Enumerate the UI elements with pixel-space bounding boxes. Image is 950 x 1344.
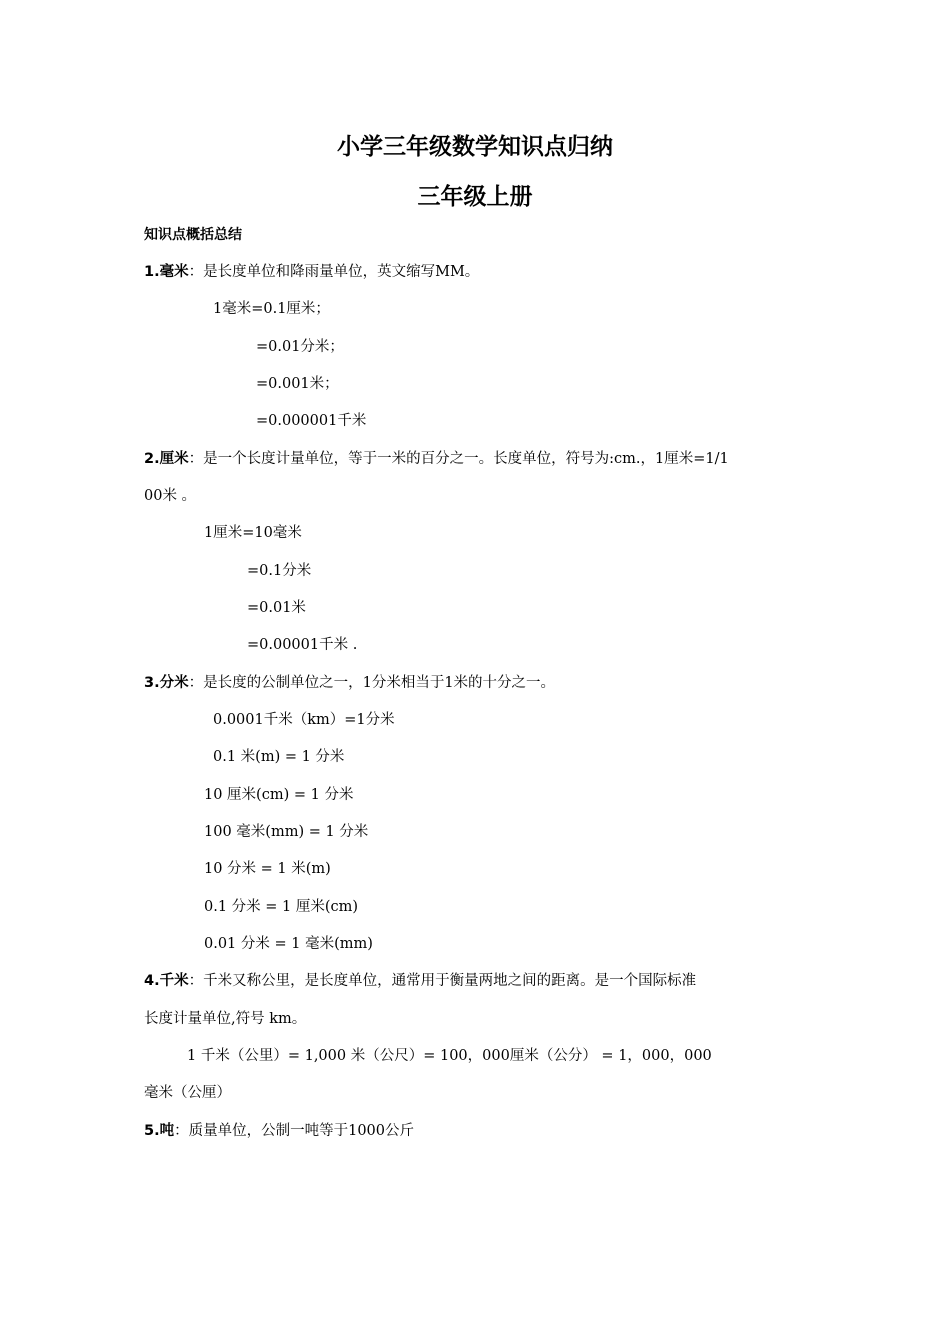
item-definition: ：是一个长度计量单位，等于一米的百分之一。长度单位，符号为:cm.，1厘米=1/1 bbox=[188, 451, 729, 467]
conversion-line: 0.0001千米（km）=1分米 bbox=[213, 712, 395, 728]
item-3-line bbox=[144, 674, 555, 692]
conversion-line: 1 千米（公里）= 1,000 米（公尺）= 100，000厘米（公分） = 1，000，000 bbox=[187, 1048, 712, 1064]
item-4-line bbox=[144, 972, 696, 990]
item-term: 毫米 bbox=[159, 264, 189, 280]
conversion-line: =0.001米； bbox=[256, 376, 339, 392]
conversion-line: 10 厘米(cm) = 1 分米 bbox=[204, 787, 354, 803]
item-number: 4. bbox=[144, 973, 160, 989]
item-1-line bbox=[144, 263, 479, 281]
item-definition: ：是长度的公制单位之一，1分米相当于1米的十分之一。 bbox=[188, 675, 556, 691]
conversion-line: 1厘米=10毫米 bbox=[204, 525, 302, 541]
item-term: 千米 bbox=[159, 973, 189, 989]
page-title: 小学三年级数学知识点归纳 bbox=[337, 134, 613, 160]
conversion-line: =0.00001千米 . bbox=[247, 637, 358, 653]
conversion-line: 10 分米 = 1 米(m) bbox=[204, 861, 331, 877]
item-definition: ：千米又称公里，是长度单位，通常用于衡量两地之间的距离。是一个国际标准 bbox=[188, 973, 697, 989]
section-heading: 知识点概括总结 bbox=[144, 227, 242, 243]
page-subtitle: 三年级上册 bbox=[417, 184, 533, 210]
conversion-line: 100 毫米(mm) = 1 分米 bbox=[204, 824, 369, 840]
conversion-line: 1毫米=0.1厘米； bbox=[213, 301, 330, 317]
item-definition: ：是长度单位和降雨量单位，英文缩写MM。 bbox=[188, 264, 480, 280]
item-term: 分米 bbox=[159, 675, 189, 691]
conversion-line: 0.01 分米 = 1 毫米(mm) bbox=[204, 936, 373, 952]
item-5-line bbox=[144, 1122, 414, 1140]
conversion-line: =0.01米 bbox=[247, 600, 306, 616]
conversion-line: 毫米（公厘） bbox=[144, 1085, 231, 1101]
item-2-line bbox=[144, 450, 729, 468]
item-definition-cont: 长度计量单位,符号 km。 bbox=[144, 1011, 307, 1027]
item-term: 吨 bbox=[159, 1123, 175, 1139]
item-definition: ：质量单位，公制一吨等于1000公斤 bbox=[174, 1123, 415, 1139]
conversion-line: =0.01分米； bbox=[256, 339, 344, 355]
conversion-line: =0.1分米 bbox=[247, 563, 312, 579]
item-number: 5. bbox=[144, 1123, 160, 1139]
item-number: 2. bbox=[144, 451, 160, 467]
item-term: 厘米 bbox=[159, 451, 189, 467]
item-number: 1. bbox=[144, 264, 160, 280]
conversion-line: 0.1 分米 = 1 厘米(cm) bbox=[204, 899, 359, 915]
item-number: 3. bbox=[144, 675, 160, 691]
conversion-line: =0.000001千米 bbox=[256, 413, 367, 429]
item-definition-cont: 00米 。 bbox=[144, 488, 197, 504]
conversion-line: 0.1 米(m) = 1 分米 bbox=[213, 749, 345, 765]
